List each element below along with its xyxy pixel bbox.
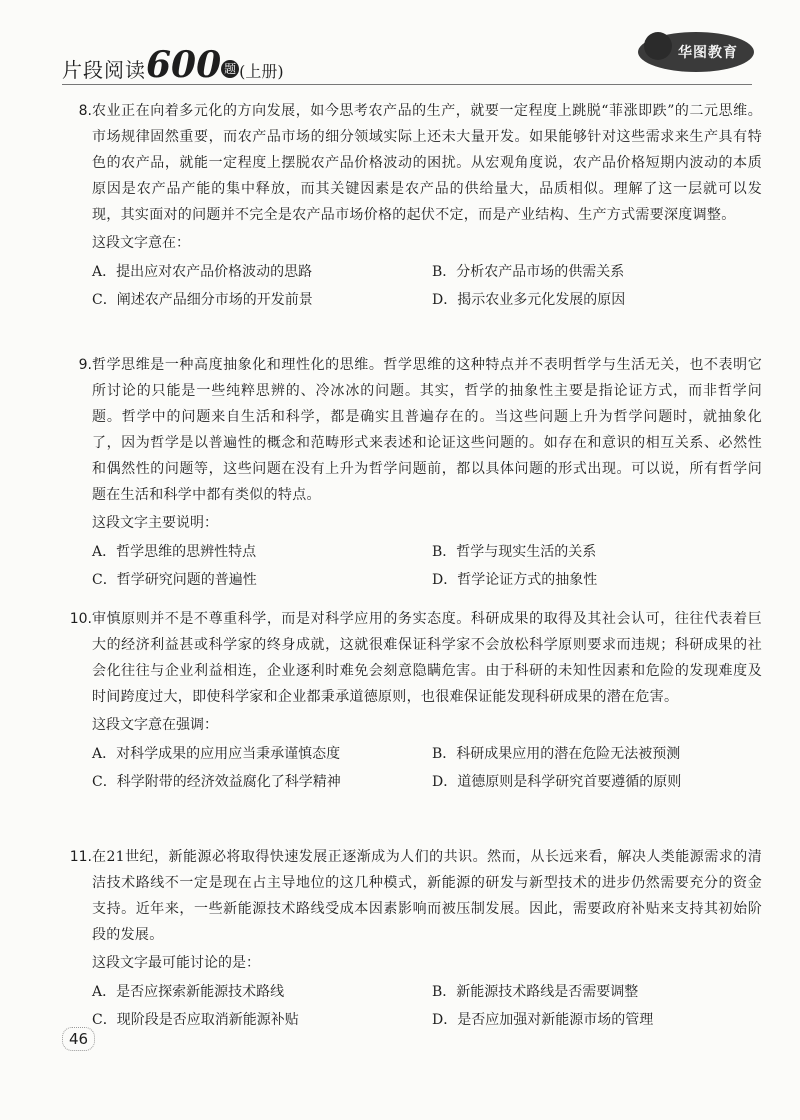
- book-title-main: 片段阅读: [62, 58, 146, 82]
- option-b: B．科研成果应用的潜在危险无法被预测: [432, 746, 681, 762]
- question-number: 10.: [69, 611, 92, 627]
- question-passage: 审慎原则并不是不尊重科学，而是对科学应用的务实态度。科研成果的取得及其社会认可，往往代表着巨大的经济利益甚或科学家的终身成就，这就很难保证科学家不会放松科学原则要求而违规；科研成果的社会化往往与企业利益相连，企业逐利时难免会刻意隐瞒危害。由于科研的未知性因素和危险的发现难度及时间跨度过大，即使科学家和企业都秉承道德原则，也很难保证能发现科研成果的潜在危害。: [92, 611, 762, 705]
- option-b: B．哲学与现实生活的关系: [432, 544, 597, 560]
- question-10: [62, 606, 762, 796]
- question-prompt: 这段文字最可能讨论的是：: [92, 955, 260, 971]
- question-8: [62, 98, 762, 314]
- question-passage: 农业正在向着多元化的方向发展，如今思考农产品的生产，就要一定程度上跳脱“菲涨即跌”的二元思维。市场规律固然重要，而农产品市场的细分领域实际上还未大量开发。如果能够针对这些需求来生产具有特色的农产品，就能一定程度上摆脱农产品价格波动的困扰。从宏观角度说，农产品价格短期内波动的本质原因是农产品产能的集中释放，而其关键因素是农产品的供给量大，品质相似。理解了这一层就可以发现，其实面对的问题并不完全是农产品市场价格的起伏不定，而是产业结构、生产方式需要深度调整。: [92, 103, 762, 223]
- question-passage: 在21世纪，新能源必将取得快速发展正逐渐成为人们的共识。然而，从长远来看，解决人类能源需求的清洁技术路线不一定是现在占主导地位的这几种模式，新能源的研发与新型技术的进步仍然需要充分的资金支持。近年来，一些新能源技术路线受成本因素影响而被压制发展。因此，需要政府补贴来支持其初始阶段的发展。: [92, 849, 762, 943]
- page-header: [0, 0, 800, 90]
- option-d: D．哲学论证方式的抽象性: [432, 572, 598, 588]
- question-prompt: 这段文字意在：: [92, 235, 190, 251]
- question-9: [62, 352, 762, 594]
- option-d: D．揭示农业多元化发展的原因: [432, 292, 626, 308]
- option-a: A．哲学思维的思辨性特点: [92, 544, 257, 560]
- option-a: A．提出应对农产品价格波动的思路: [92, 264, 313, 280]
- page-number: 46: [62, 1027, 95, 1051]
- option-c: C．哲学研究问题的普遍性: [92, 572, 257, 588]
- publisher-logo: [636, 28, 756, 76]
- options-list: [92, 538, 762, 594]
- question-prompt: 这段文字意在强调：: [92, 717, 218, 733]
- option-d: D．是否应加强对新能源市场的管理: [432, 1012, 654, 1028]
- question-passage: 哲学思维是一种高度抽象化和理性化的思维。哲学思维的这种特点并不表明哲学与生活无关，也不表明它所讨论的只能是一些纯粹思辨的、冷冰冰的问题。其实，哲学的抽象性主要是指论证方式，而非哲学问题。哲学中的问题来自生活和科学，都是确实且普遍存在的。当这些问题上升为哲学问题时，就抽象化了，因为哲学是以普遍性的概念和范畴形式来表述和论证这些问题的。如存在和意识的相互关系、必然性和偶然性的问题等，这些问题在没有上升为哲学问题前，都以具体问题的形式出现。可以说，所有哲学问题在生活和科学中都有类似的特点。: [92, 357, 762, 503]
- option-a: A．对科学成果的应用应当秉承谨慎态度: [92, 746, 341, 762]
- header-divider: [62, 84, 752, 85]
- option-b: B．分析农产品市场的供需关系: [432, 264, 625, 280]
- publisher-logo-text: 华图教育: [678, 45, 738, 61]
- option-b: B．新能源技术路线是否需要调整: [432, 984, 639, 1000]
- book-title-volume: (上册): [239, 62, 284, 81]
- option-d: D．道德原则是科学研究首要遵循的原则: [432, 774, 682, 790]
- question-11: [62, 844, 762, 1034]
- option-c: C．阐述农产品细分市场的开发前景: [92, 292, 313, 308]
- book-title-unit: 题: [221, 60, 239, 78]
- options-list: [92, 258, 762, 314]
- question-prompt: 这段文字主要说明：: [92, 515, 218, 531]
- question-number: 9.: [78, 357, 92, 373]
- option-c: C．现阶段是否应取消新能源补贴: [92, 1012, 299, 1028]
- question-number: 11.: [69, 849, 92, 865]
- options-list: [92, 978, 762, 1034]
- option-a: A．是否应探索新能源技术路线: [92, 984, 285, 1000]
- book-title-number: 600: [146, 44, 222, 86]
- book-title: [62, 44, 284, 86]
- options-list: [92, 740, 762, 796]
- option-c: C．科学附带的经济效益腐化了科学精神: [92, 774, 341, 790]
- question-number: 8.: [78, 103, 92, 119]
